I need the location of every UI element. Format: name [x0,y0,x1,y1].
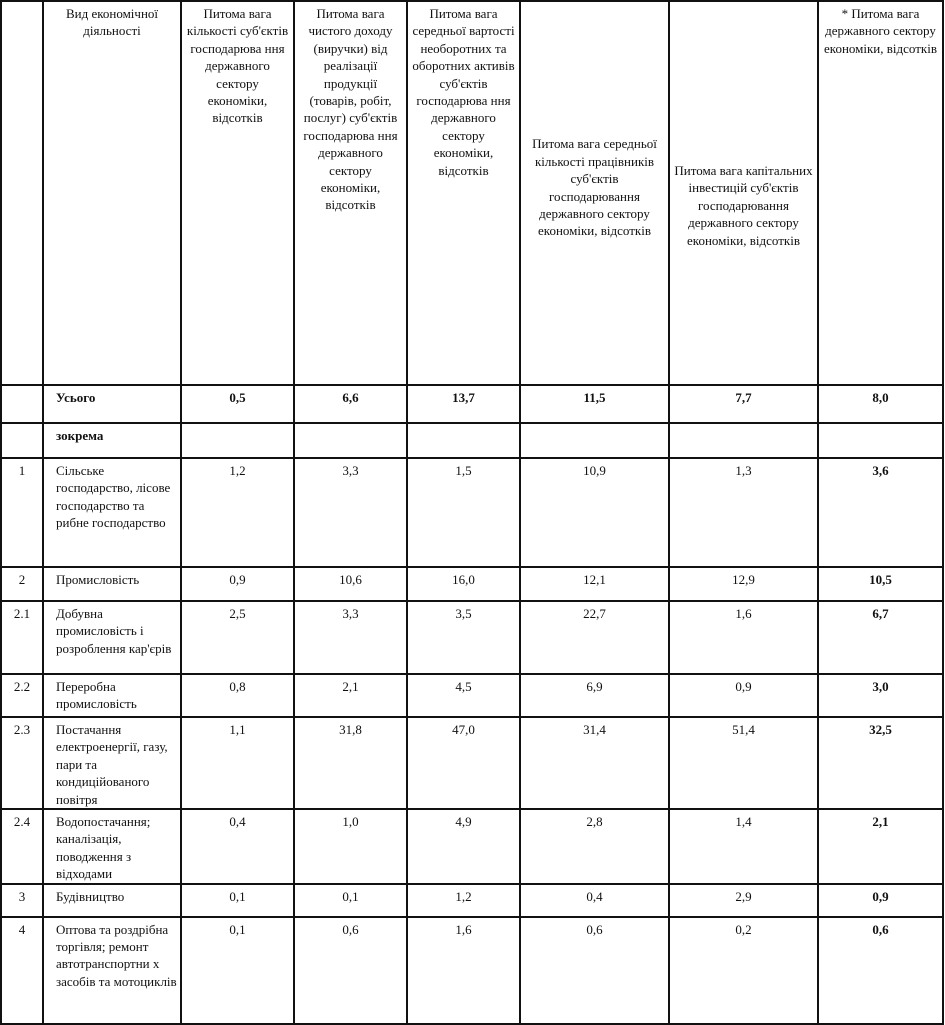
table-row [1,674,943,717]
row-value: 1,6 [407,917,520,1024]
row-activity: Промисловість [43,567,181,601]
row-value: 31,4 [520,717,669,809]
row-value: 3,5 [407,601,520,674]
row-value: 4,9 [407,809,520,884]
row-value: 1,0 [294,809,407,884]
row-activity: Постачання електроенергії, газу, пари та кондиційованого повітря [43,717,181,809]
table-row [1,884,943,917]
subheader-label: зокрема [43,423,181,458]
header-investments-share [669,1,818,385]
row-value: 16,0 [407,567,520,601]
row-value: 1,2 [407,884,520,917]
empty-cell [294,423,407,458]
row-value: 1,2 [181,458,294,567]
total-index-cell [1,385,43,423]
total-label: Усього [43,385,181,423]
row-value: 0,8 [181,674,294,717]
total-row [1,385,943,423]
header-activity-text: Вид економічної діяльності [65,6,159,39]
total-value: 11,5 [520,385,669,423]
row-value: 1,5 [407,458,520,567]
row-state-share: 3,6 [818,458,943,567]
row-value: 2,1 [294,674,407,717]
row-value: 6,9 [520,674,669,717]
total-value: 7,7 [669,385,818,423]
header-employees-share [520,1,669,385]
row-value: 0,6 [520,917,669,1024]
header-activity [43,1,181,385]
row-value: 31,8 [294,717,407,809]
header-c2-text: Питома вага чистого доходу (виручки) від реалізації продукції (товарів, робіт, послуг) суб'єктів господарюва ння державного сектору економіки, відсотків [303,6,398,213]
header-assets-share [407,1,520,385]
row-state-share: 10,5 [818,567,943,601]
total-value: 8,0 [818,385,943,423]
table-row [1,917,943,1024]
table-row [1,809,943,884]
header-c3-text: Питома вага середньої вартості необоротних та оборотних активів суб'єктів господарюва ння державного сектору економіки, відсотків [412,6,515,178]
row-activity: Водопостачання; каналізація, поводження з відходами [43,809,181,884]
row-value: 3,3 [294,601,407,674]
header-row [1,1,943,385]
row-value: 0,4 [520,884,669,917]
header-index [1,1,43,385]
row-value: 1,1 [181,717,294,809]
row-state-share: 0,9 [818,884,943,917]
total-value: 6,6 [294,385,407,423]
empty-cell [818,423,943,458]
row-value: 0,1 [181,917,294,1024]
header-entities-share [181,1,294,385]
empty-cell [669,423,818,458]
total-value: 13,7 [407,385,520,423]
row-state-share: 0,6 [818,917,943,1024]
header-c5-text: Питома вага капітальних інвестицій суб'єктів господарювання державного сектору економіки, відсотків [674,162,813,248]
table-row [1,717,943,809]
row-value: 2,8 [520,809,669,884]
header-c4-text: Питома вага середньої кількості працівників суб'єктів господарювання державного сектору економіки, відсотків [532,136,657,239]
row-value: 4,5 [407,674,520,717]
row-value: 1,3 [669,458,818,567]
row-value: 10,6 [294,567,407,601]
row-value: 0,1 [294,884,407,917]
table-row [1,567,943,601]
row-index: 1 [1,458,43,567]
row-value: 0,9 [181,567,294,601]
row-value: 1,6 [669,601,818,674]
empty-cell [407,423,520,458]
row-index: 3 [1,884,43,917]
empty-cell [520,423,669,458]
row-index: 4 [1,917,43,1024]
row-state-share: 6,7 [818,601,943,674]
row-activity: Переробна промисловість [43,674,181,717]
row-activity: Будівництво [43,884,181,917]
empty-cell [181,423,294,458]
row-activity: Сільське господарство, лісове господарство та рибне господарство [43,458,181,567]
row-value: 47,0 [407,717,520,809]
header-c6-text: * Питома вага державного сектору економіки, відсотків [824,6,937,56]
row-state-share: 2,1 [818,809,943,884]
row-value: 22,7 [520,601,669,674]
subheader-row [1,423,943,458]
row-value: 51,4 [669,717,818,809]
row-value: 12,1 [520,567,669,601]
table-row [1,458,943,567]
header-state-sector-share [818,1,943,385]
row-value: 0,6 [294,917,407,1024]
row-index: 2 [1,567,43,601]
row-value: 2,9 [669,884,818,917]
row-value: 12,9 [669,567,818,601]
row-index: 2.3 [1,717,43,809]
table-row [1,601,943,674]
row-value: 0,2 [669,917,818,1024]
row-value: 0,1 [181,884,294,917]
row-activity: Добувна промисловість і розроблення кар'єрів [43,601,181,674]
row-index: 2.1 [1,601,43,674]
row-value: 10,9 [520,458,669,567]
header-c1-text: Питома вага кількості суб'єктів господарюва ння державного сектору економіки, відсотків [186,6,289,126]
row-value: 1,4 [669,809,818,884]
row-activity: Оптова та роздрібна торгівля; ремонт автотранспортни х засобів та мотоциклів [43,917,181,1024]
row-value: 0,4 [181,809,294,884]
subheader-index-cell [1,423,43,458]
total-value: 0,5 [181,385,294,423]
header-revenue-share [294,1,407,385]
row-value: 0,9 [669,674,818,717]
row-state-share: 3,0 [818,674,943,717]
row-value: 3,3 [294,458,407,567]
row-index: 2.4 [1,809,43,884]
row-index: 2.2 [1,674,43,717]
row-value: 2,5 [181,601,294,674]
row-state-share: 32,5 [818,717,943,809]
